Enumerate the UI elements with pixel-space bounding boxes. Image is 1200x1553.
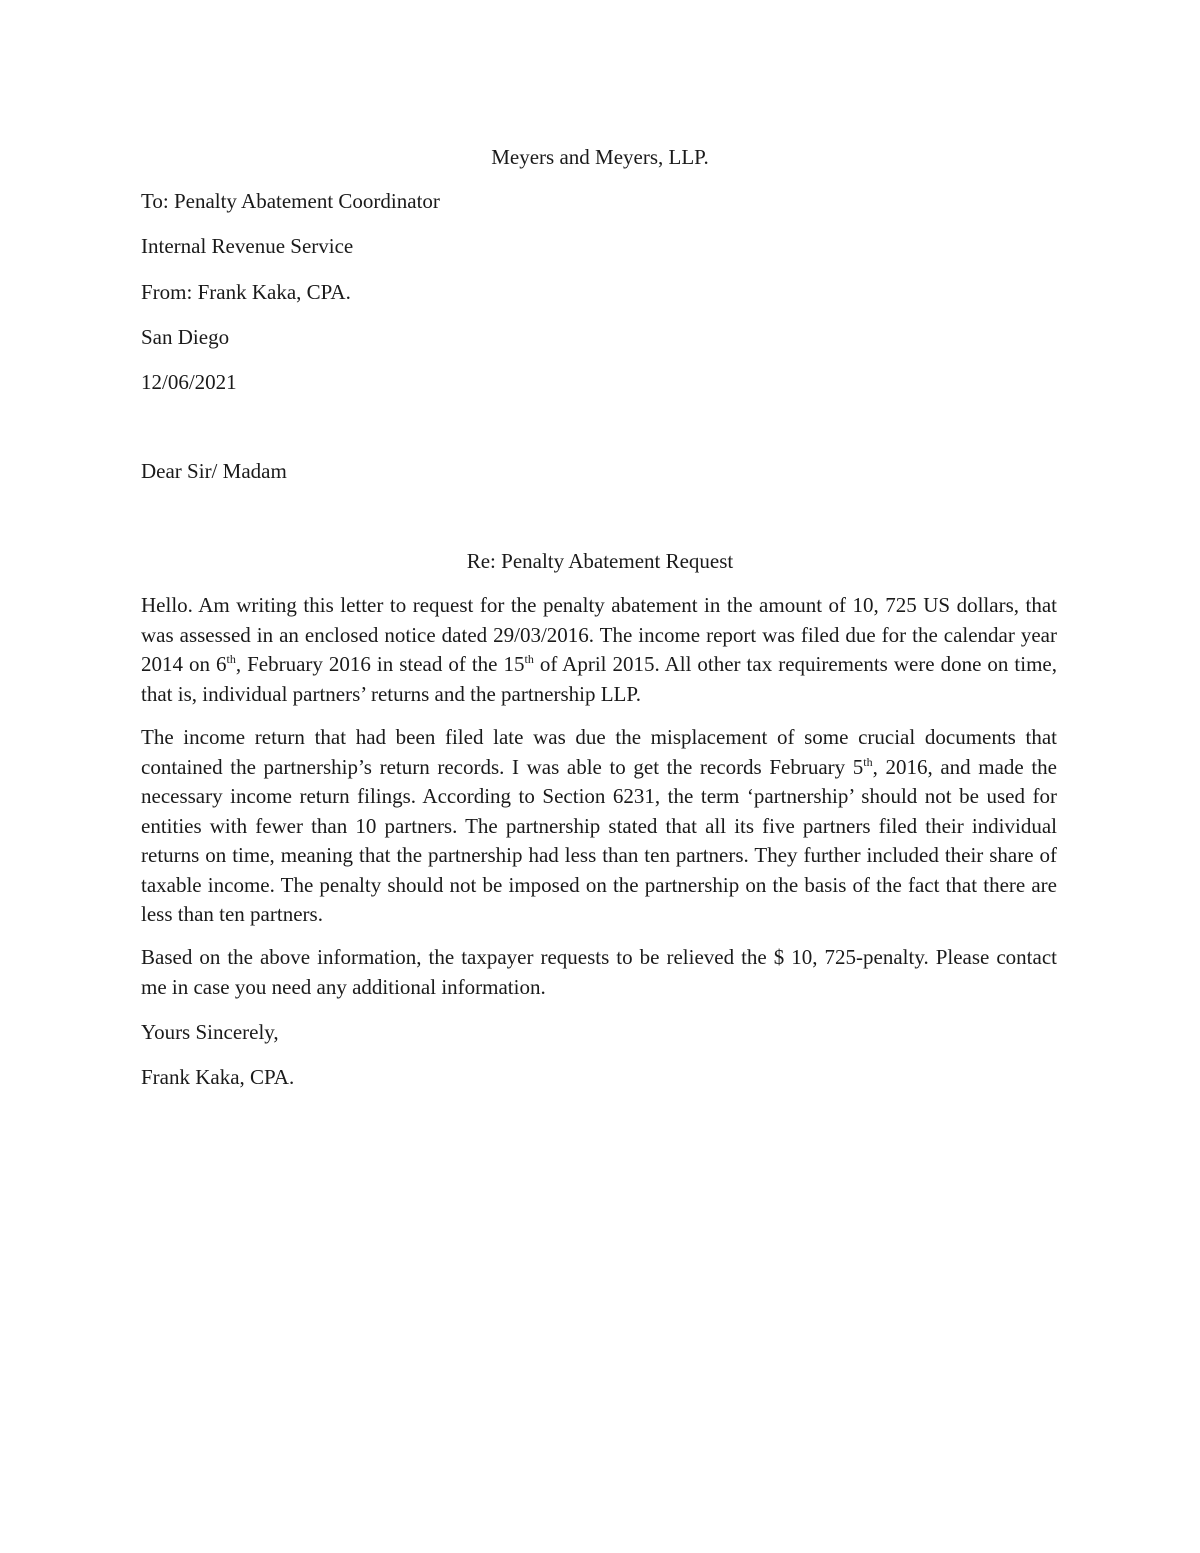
letterhead: Meyers and Meyers, LLP. [491, 145, 709, 169]
p2-text-2: , 2016, and made the necessary income return filings. According to Section 6231, the term ‘partnership’ should not be used for entities with fewer than 10 partners. The partnership stated that all its five partners filed their individual returns on time, meaning that the partnership had less than ten partners. They further included their share of taxable income. The penalty should not be imposed on the partnership on the basis of the fact that there are less than ten partners. [141, 754, 1057, 926]
p1-superscript-2: th [524, 652, 534, 666]
recipient-line: To: Penalty Abatement Coordinator [141, 189, 440, 213]
p1-text-2: , February 2016 in stead of the 15 [235, 652, 525, 676]
p1-superscript-1: th [226, 652, 236, 666]
sender-city: San Diego [141, 325, 230, 349]
body-paragraph-1 [141, 591, 1057, 709]
p1-text-1: Hello. Am writing this letter to request for the penalty abatement in the amount of 10, 725 US dollars, that was assessed in an enclosed notice dated 29/03/2016. The income report was filed due for the calendar year 2014 on 6 [141, 593, 1057, 676]
recipient-organization: Internal Revenue Service [141, 234, 354, 258]
letter-date: 12/06/2021 [141, 370, 237, 394]
body-paragraph-2 [141, 723, 1057, 930]
closing: Yours Sincerely, [141, 1020, 279, 1044]
sender-line: From: Frank Kaka, CPA. [141, 280, 351, 304]
body-paragraph-3: Based on the above information, the taxpayer requests to be relieved the $ 10, 725-penalty. Please contact me in case you need any additional information. [141, 945, 1057, 999]
signature: Frank Kaka, CPA. [141, 1065, 295, 1089]
p2-superscript-1: th [863, 754, 873, 769]
subject-line: Re: Penalty Abatement Request [466, 549, 734, 573]
p2-text-1: The income return that had been filed late was due the misplacement of some crucial documents that contained the partnership’s return records. I was able to get the records February 5 [141, 725, 1057, 779]
p1-text-3: of April 2015. All other tax requirements were done on time, that is, individual partners’ returns and the partnership LLP. [141, 652, 1057, 706]
salutation: Dear Sir/ Madam [141, 459, 287, 483]
